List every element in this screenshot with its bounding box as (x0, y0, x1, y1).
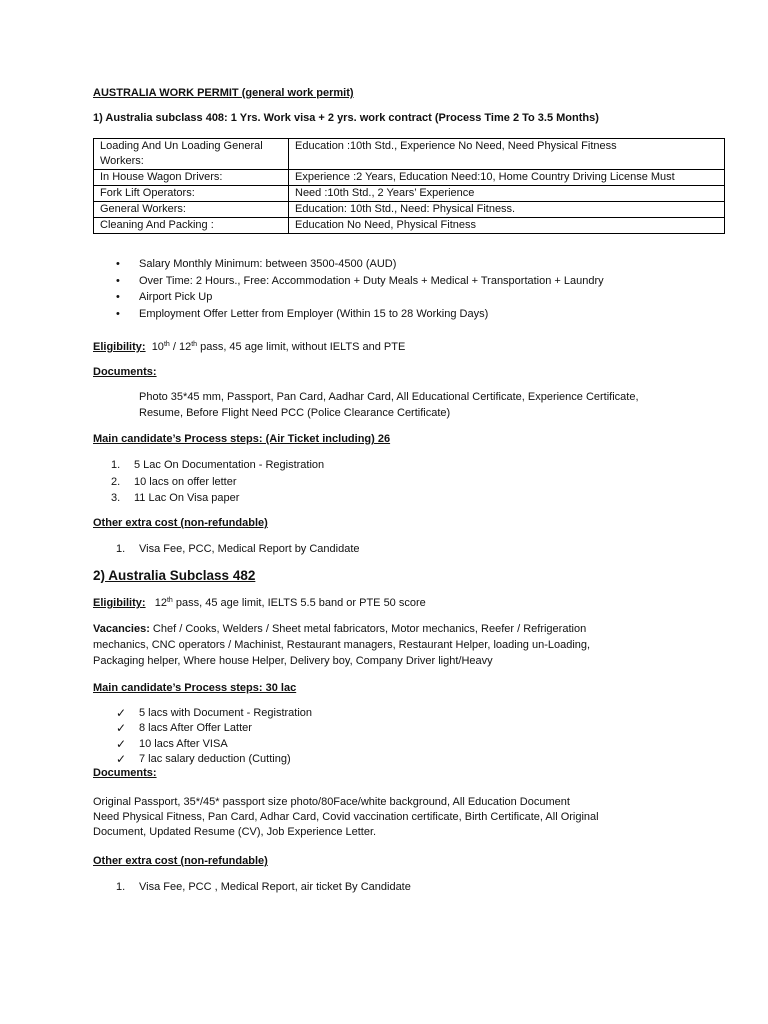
list-number: 1. (111, 459, 121, 471)
ordinal-suffix: th (166, 597, 173, 604)
job-requirement-cell: Education: 10th Std., Need: Physical Fitness. (289, 202, 725, 218)
list-item (116, 751, 739, 767)
list-item (111, 491, 734, 508)
job-requirement-cell: Experience :2 Years, Education Need:10, Home Country Driving License Must (289, 170, 725, 186)
heading-number: 2) (93, 568, 106, 583)
subclass-408-heading: 1) Australia subclass 408: 1 Yrs. Work visa + 2 yrs. work contract (Process Time 2 To 3.5 Months) (93, 112, 599, 124)
ordinal-suffix: th (163, 341, 170, 348)
process-steps-label: Main candidate’s Process steps: (Air Ticket including) 26 (93, 433, 391, 445)
job-title-cell: Loading And Un Loading General Workers: (94, 139, 289, 170)
job-title-cell: Fork Lift Operators: (94, 186, 289, 202)
documents-482-line: Need Physical Fitness, Pan Card, Adhar Card, Covid vaccination certificate, Birth Certificate, All Original (93, 811, 599, 823)
bullet-icon: • (116, 258, 120, 270)
vacancies-text-line: Packaging helper, Where house Helper, Delivery boy, Company Driver light/Heavy (93, 655, 493, 667)
list-item-text: 10 lacs on offer letter (134, 475, 237, 488)
benefits-list (116, 257, 739, 323)
list-item-text: 5 lacs with Document - Registration (139, 707, 313, 719)
list-item-text: Airport Pick Up (139, 291, 213, 304)
table-row (94, 186, 725, 202)
process-steps-checklist (116, 706, 739, 767)
vacancies-text-line: mechanics, CNC operators / Machinist, Restaurant managers, Restaurant Helper, loading un-Loading, (93, 639, 591, 651)
table-row (94, 202, 725, 218)
list-item (116, 736, 739, 752)
list-number: 1. (116, 543, 126, 555)
list-item-text: 8 lacs After Offer Latter (139, 722, 252, 735)
table-row (94, 139, 725, 170)
bullet-icon: • (116, 274, 120, 287)
job-title-cell: General Workers: (94, 202, 289, 218)
extra-cost-label: Other extra cost (non-refundable) (93, 517, 268, 529)
list-item (111, 458, 734, 475)
eligibility-text: / 12 (169, 341, 192, 353)
documents-482-line: Original Passport, 35*/45* passport size photo/80Face/white background, All Education Document (93, 796, 570, 808)
list-item-text: 10 lacs After VISA (139, 737, 228, 750)
bullet-icon: • (116, 291, 120, 304)
list-item (111, 475, 734, 492)
job-requirement-cell: Education :10th Std., Experience No Need, Need Physical Fitness (289, 139, 725, 170)
table-row (94, 170, 725, 186)
list-item-text: Over Time: 2 Hours., Free: Accommodation + Duty Meals + Medical + Transportation + Laundry (139, 274, 604, 287)
vacancies-text: Chef / Cooks, Welders / Sheet metal fabricators, Motor mechanics, Reefer / Refrigeration (149, 623, 587, 635)
list-number: 3. (111, 492, 121, 505)
list-item-text: Visa Fee, PCC, Medical Report by Candidate (139, 543, 360, 555)
list-number: 2. (111, 475, 121, 488)
job-requirement-cell: Need :10th Std., 2 Years’ Experience (289, 186, 725, 202)
list-item-text: 7 lac salary deduction (Cutting) (139, 752, 291, 765)
heading-text: Australia Subclass 482 (105, 568, 256, 583)
list-item (116, 880, 739, 897)
documents-label: Documents: (93, 767, 157, 779)
job-title-cell: Cleaning And Packing : (94, 218, 289, 234)
list-item (116, 257, 739, 274)
page-title: AUSTRALIA WORK PERMIT (general work permit) (93, 87, 354, 99)
list-item (116, 274, 739, 291)
list-item (116, 542, 739, 559)
checkmark-icon: ✓ (116, 721, 127, 736)
subclass-482-heading (93, 568, 733, 583)
eligibility-482 (93, 596, 733, 611)
extra-cost-label: Other extra cost (non-refundable) (93, 855, 268, 867)
extra-cost-list (116, 880, 739, 897)
list-item-text: Visa Fee, PCC , Medical Report, air ticket By Candidate (139, 881, 411, 893)
checkmark-icon: ✓ (116, 751, 127, 766)
list-item (116, 307, 739, 324)
list-item (116, 290, 739, 307)
checkmark-icon: ✓ (116, 736, 127, 751)
list-item-text: Employment Offer Letter from Employer (Within 15 to 28 Working Days) (139, 307, 489, 320)
list-item-text: 11 Lac On Visa paper (134, 492, 240, 505)
documents-408-line: Photo 35*45 mm, Passport, Pan Card, Aadhar Card, All Educational Certificate, Experience Certificate, (139, 391, 639, 403)
checkmark-icon: ✓ (116, 706, 127, 720)
job-title-cell: In House Wagon Drivers: (94, 170, 289, 186)
eligibility-text: 10 (151, 341, 164, 353)
eligibility-text: pass, 45 age limit, without IELTS and PTE (197, 341, 406, 353)
documents-408-line: Resume, Before Flight Need PCC (Police Clearance Certificate) (139, 407, 451, 419)
process-steps-label: Main candidate’s Process steps: 30 lac (93, 682, 297, 694)
table-row (94, 218, 725, 234)
job-requirements-table (93, 138, 725, 234)
ordinal-suffix: th (191, 341, 198, 348)
bullet-icon: • (116, 307, 120, 320)
vacancies-label: Vacancies: (93, 623, 150, 635)
documents-label: Documents: (93, 366, 157, 378)
list-number: 1. (116, 881, 126, 893)
eligibility-408 (93, 340, 733, 355)
eligibility-label: Eligibility: (93, 341, 146, 353)
job-requirement-cell: Education No Need, Physical Fitness (289, 218, 725, 234)
process-steps-list (111, 458, 734, 508)
list-item (116, 721, 739, 736)
eligibility-text: pass, 45 age limit, IELTS 5.5 band or PTE 50 score (172, 597, 426, 609)
list-item (116, 706, 739, 721)
vacancies-482 (93, 622, 733, 637)
list-item-text: Salary Monthly Minimum: between 3500-4500 (AUD) (139, 258, 397, 270)
documents-482-line: Document, Updated Resume (CV), Job Experience Letter. (93, 826, 377, 838)
eligibility-text: 12 (154, 597, 167, 609)
extra-cost-list (116, 542, 739, 559)
list-item-text: 5 Lac On Documentation - Registration (134, 459, 325, 471)
eligibility-label: Eligibility: (93, 597, 146, 609)
